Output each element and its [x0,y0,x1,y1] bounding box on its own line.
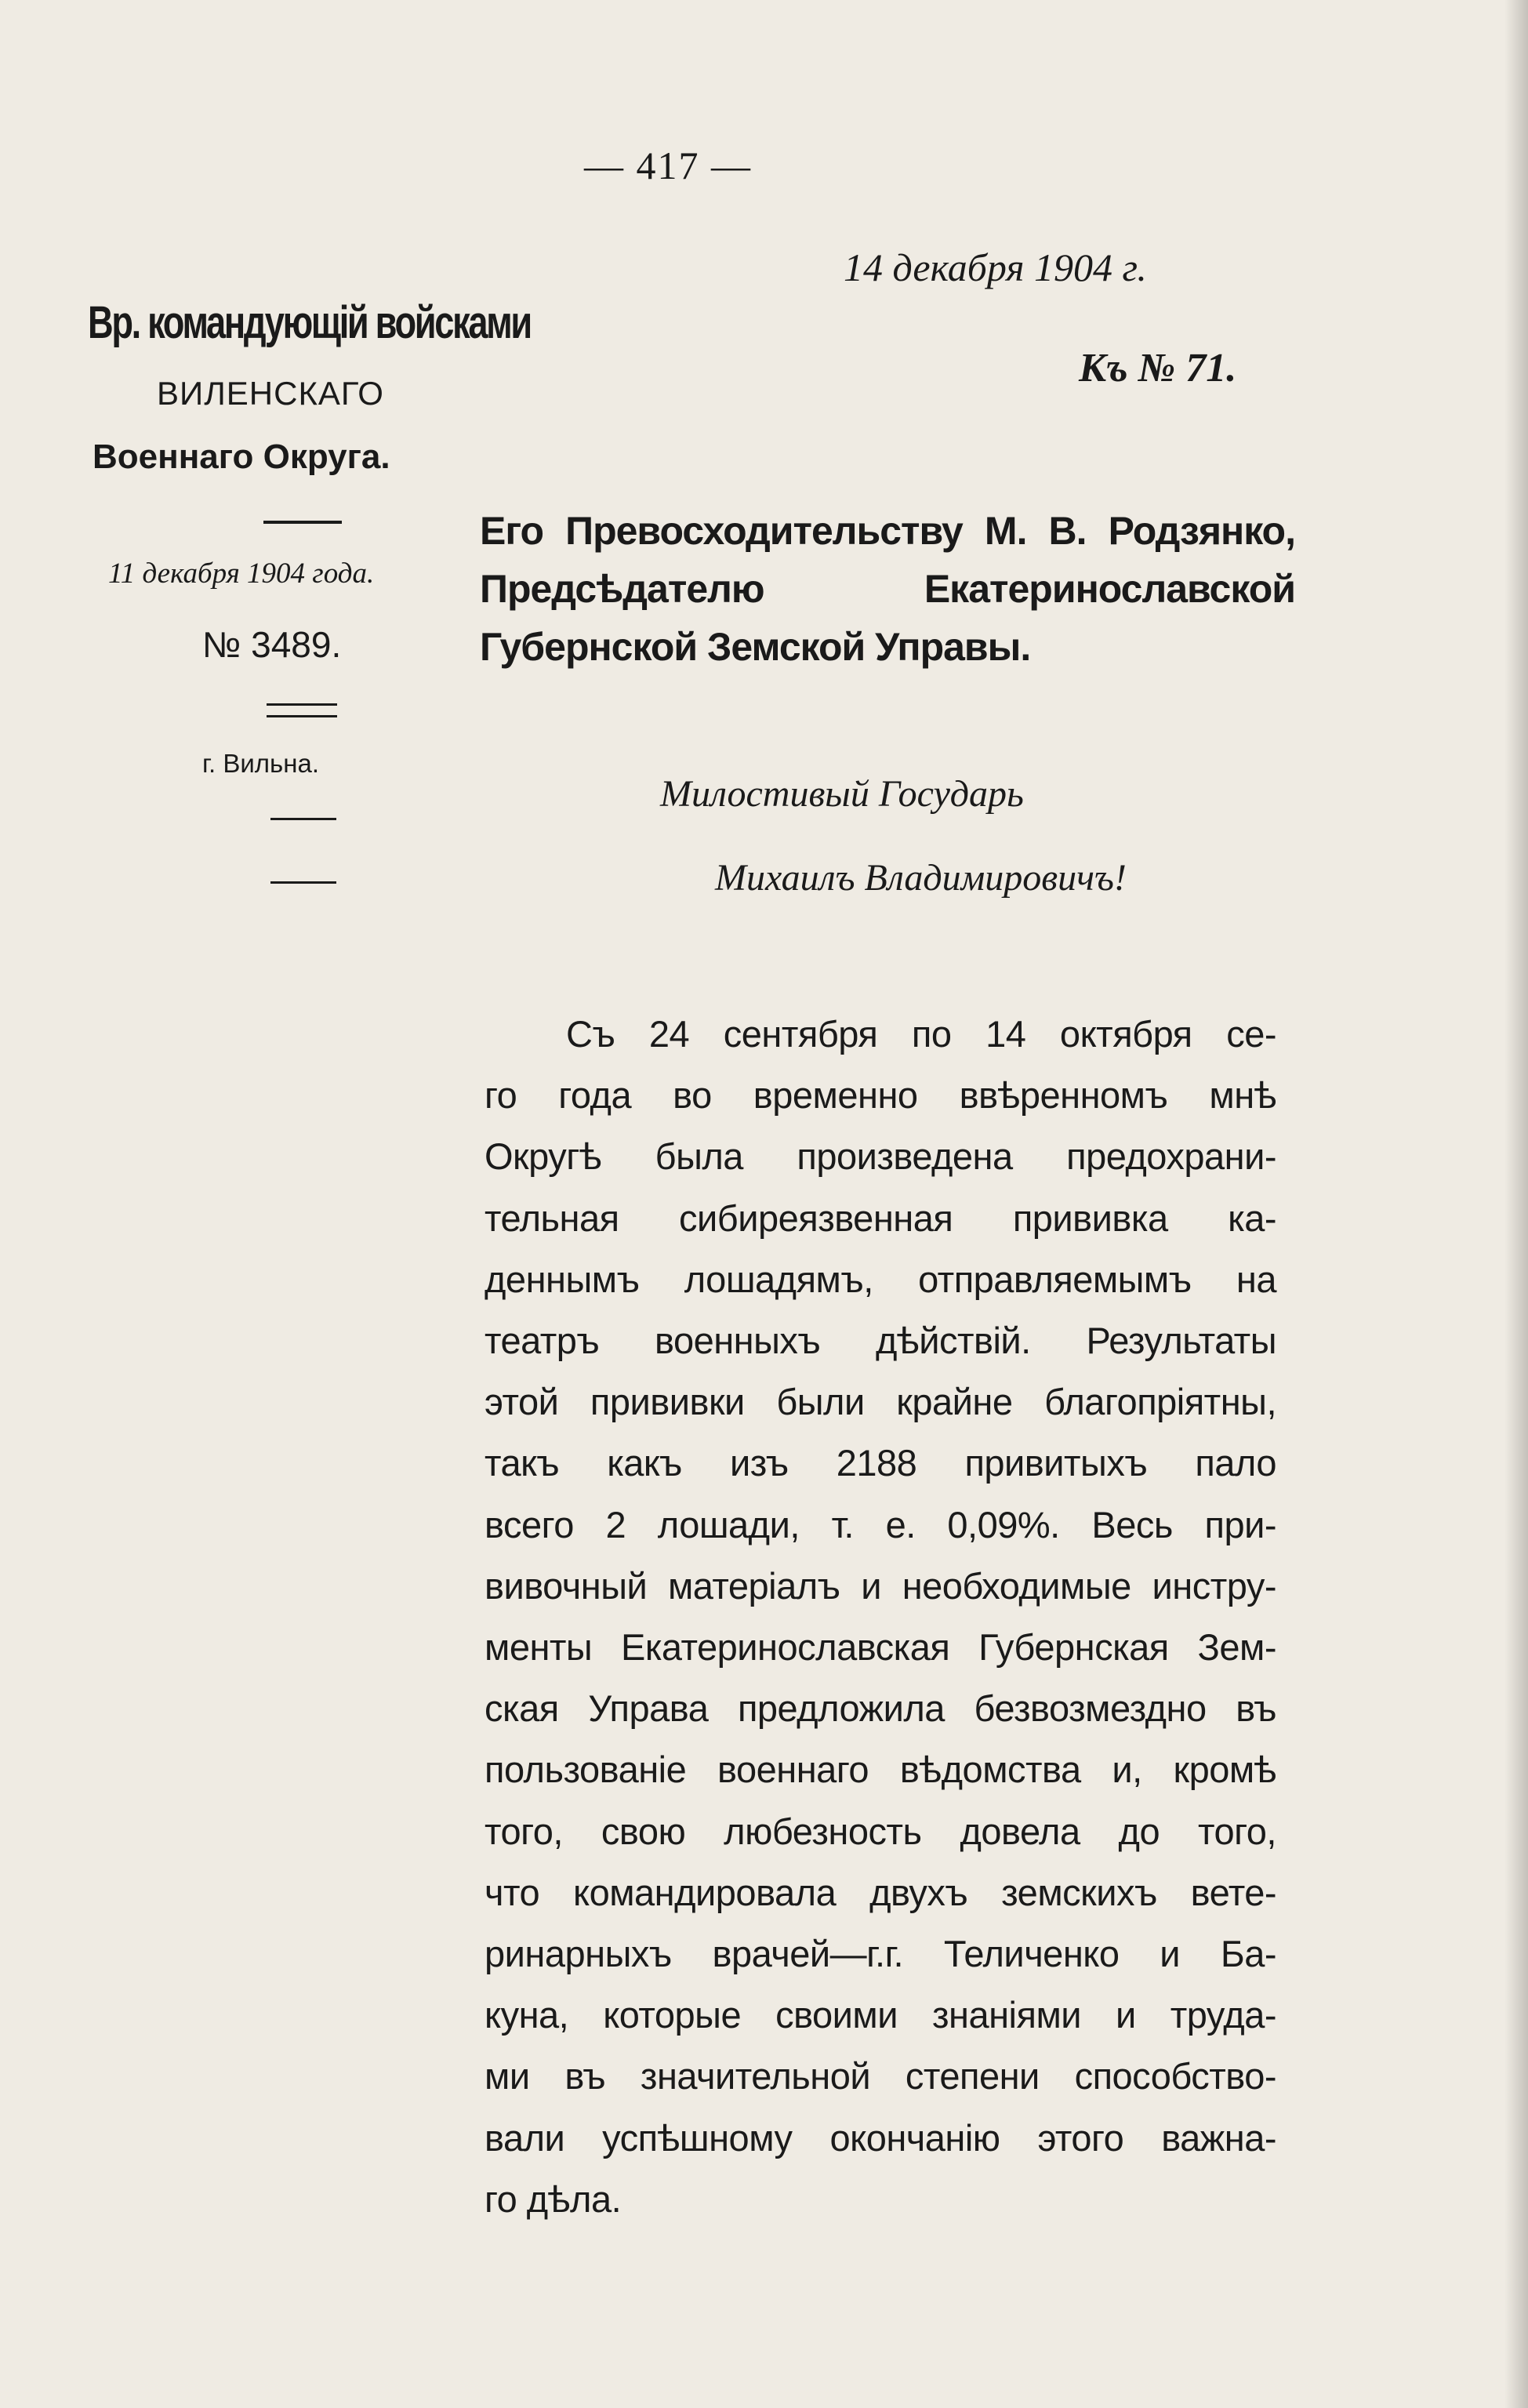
body-line: ми въ значительной степени способство- [485,2055,1276,2097]
letterhead-number: № 3489. [202,624,342,665]
body-line: пользованiе военнаго вѣдомства и, кромѣ [485,1749,1276,1791]
letter-date: 14 декабря 1904 г. [844,245,1147,289]
letterhead-district: Военнаго Округа. [93,438,390,476]
body-line: ская Управа предложила безвозмездно въ [485,1687,1276,1730]
body-line: Округѣ была произведена предохрани- [485,1135,1276,1178]
body-line: что командировала двухъ земскихъ вете- [485,1871,1276,1913]
letterhead-title: Вр. командующiй войсками [88,297,531,348]
body-line: всего 2 лошади, т. е. 0,09%. Весь при- [485,1503,1276,1545]
divider-rule [263,521,342,524]
page-number: — 417 — [584,143,752,187]
divider-rule [267,703,337,706]
body-line: куна, которые своими знанiями и труда- [485,1994,1276,2036]
divider-rule [267,715,337,717]
body-line: Съ 24 сентября по 14 октября се- [566,1013,1276,1055]
letterhead-date: 11 декабря 1904 года. [108,558,375,590]
body-line: деннымъ лошадямъ, отправляемымъ на [485,1258,1276,1300]
body-line: театръ военныхъ дѣйствiй. Результаты [485,1320,1276,1362]
body-line: ринарныхъ врачей—г.г. Теличенко и Ба- [485,1933,1276,1975]
body-line: тельная сибиреязвенная прививка ка- [485,1197,1276,1239]
body-line: го года во временно ввѣренномъ мнѣ [485,1074,1276,1117]
divider-rule [270,818,336,820]
body-line: этой прививки были крайне благопрiятны, [485,1381,1276,1423]
body-line: того, свою любезность довела до того, [485,1810,1276,1852]
reference-number: Къ № 71. [1079,346,1237,390]
letterhead-city: г. Вильна. [202,749,319,778]
letter-body [485,1004,1276,2230]
body-line: такъ какъ изъ 2188 привитыхъ пало [485,1442,1276,1484]
salutation-line-2: Михаилъ Владимировичъ! [715,857,1127,899]
divider-rule [270,881,336,884]
body-line: вивочный матерiалъ и необходимые инстру- [485,1564,1276,1607]
body-line: менты Екатеринославская Губернская Зем- [485,1626,1276,1669]
letterhead-region: ВИЛЕНСКАГО [157,375,384,412]
salutation-line-1: Милостивый Государь [660,773,1024,815]
body-line: го дѣла. [485,2177,622,2220]
addressee-block: Его Превосходительству М. В. Родзянко, Предсѣдателю Екатеринославской Губернской Земской Управы. [480,509,1295,669]
body-line: вали успѣшному окончанiю этого важна- [485,2116,1276,2159]
